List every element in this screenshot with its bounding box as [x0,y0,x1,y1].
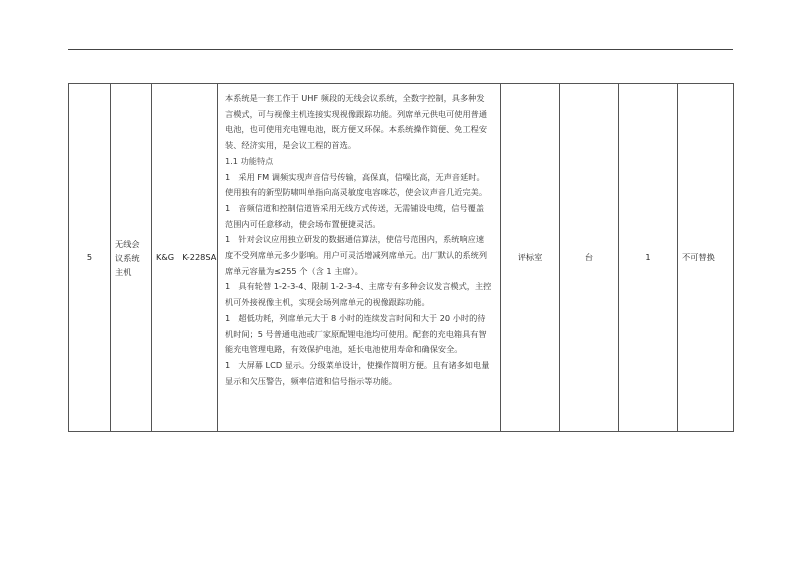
table-row [69,84,734,432]
description-paragraph: 1 采用 FM 调频实现声音信号传输，高保真，信噪比高，无声音延时。使用独有的新型防啸叫单指向高灵敏度电容咪芯，使会议声音几近完美。 [225,171,488,198]
spec-table [68,83,734,432]
description-subheading: 1.1 功能特点 [225,155,274,166]
description-paragraph: 1 音频信道和控制信道皆采用无线方式传送，无需铺设电缆，信号覆盖范围内可任意移动，使会场布置便捷灵活。 [225,202,485,229]
item-name [111,84,152,432]
description-paragraph: 1 针对会议应用独立研发的数据通信算法，使信号范围内，系统响应速度不受列席单元多少影响。用户可灵活增减列席单元。出厂默认的系统列席单元容量为≤255 个（含 1 主席）。 [225,234,488,276]
item-name-line: 无线会 [115,238,140,249]
description-paragraph: 1 超低功耗，列席单元大于 8 小时的连续发言时间和大于 20 小时的待机时间；5 号普通电池或厂家原配锂电池均可使用。配套的充电箱具有智能充电管理电路，有效保护电池，延长电池使用寿命和确保安全。 [225,312,487,355]
item-note: 不可替换 [678,84,734,432]
item-name-line: 议系统 [115,252,140,263]
description-paragraph: 本系统是一套工作于 UHF 频段的无线会议系统，全数字控制，具多种发言模式，可与视像主机连接实现视像跟踪功能。列席单元供电可使用普通电池，也可使用充电锂电池，既方便又环保。本系统操作简便、免工程安装、经济实用，是会议工程的首选。 [225,93,488,151]
item-model: K&G K-228SA [152,84,218,432]
item-name-line: 主机 [115,266,132,277]
description-paragraph: 1 大屏幕 LCD 显示。分级菜单设计，使操作简明方便。且有诸多如电量显示和欠压警告，频率信道和信号指示等功能。 [225,359,490,386]
item-location: 评标室 [501,84,560,432]
item-quantity: 1 [619,84,678,432]
description-paragraph: 1 具有轮替 1-2-3-4、限制 1-2-3-4、主席专有多种会议发言模式，主控机可外接视像主机，实现会场列席单元的视像跟踪功能。 [225,281,492,308]
item-description [218,84,501,432]
item-unit: 台 [560,84,619,432]
header-rule [68,49,733,50]
item-number: 5 [69,84,111,432]
